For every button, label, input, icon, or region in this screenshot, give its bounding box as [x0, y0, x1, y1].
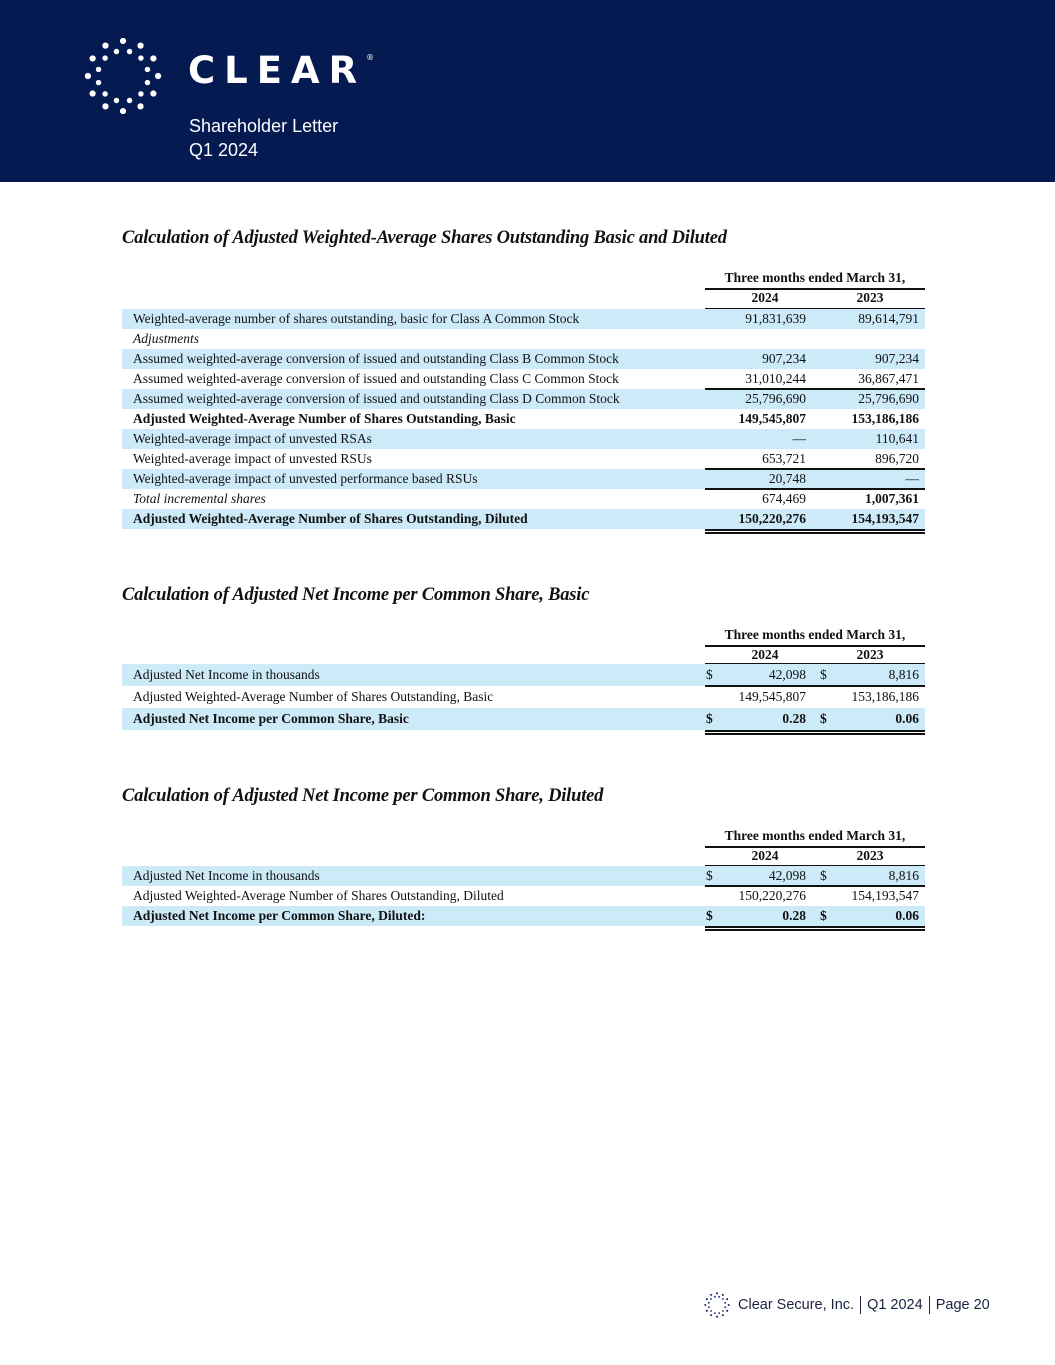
- logo-dot: [137, 43, 143, 49]
- currency-symbol: $: [706, 711, 713, 726]
- footer-company: Clear Secure, Inc.: [738, 1297, 855, 1313]
- logo-dot: [714, 1312, 716, 1314]
- logo-dot: [716, 1292, 718, 1294]
- document-title: Shareholder Letter: [189, 116, 339, 136]
- clear-logo-small-icon: [704, 1292, 730, 1318]
- table-row: [122, 686, 925, 708]
- registered-mark: ®: [366, 53, 375, 62]
- value-2024: 0.28: [782, 908, 806, 923]
- currency-symbol: $: [820, 667, 827, 682]
- logo-dot: [706, 1310, 708, 1312]
- table-row: [122, 886, 925, 906]
- logo-dot: [102, 55, 107, 60]
- value-2024: 42,098: [768, 868, 806, 883]
- value-2024: 31,010,244: [745, 371, 806, 386]
- logo-dot: [722, 1298, 724, 1300]
- table-row: [122, 349, 925, 369]
- value-2023: 0.06: [895, 908, 919, 923]
- footer-period: Q1 2024: [867, 1297, 923, 1313]
- logo-dot: [706, 1298, 708, 1300]
- logo-dot: [120, 108, 126, 114]
- row-label: Adjusted Weighted-Average Number of Shares Outstanding, Basic: [133, 411, 516, 426]
- table-row: [122, 708, 925, 730]
- table-row: [122, 409, 925, 429]
- table-row: [122, 389, 925, 409]
- table-row: [122, 309, 925, 329]
- clear-logo-icon: [84, 38, 162, 114]
- logo-dot: [714, 1296, 716, 1298]
- row-label: Adjusted Weighted-Average Number of Shares Outstanding, Diluted: [133, 511, 528, 526]
- section-title-basic-eps: Calculation of Adjusted Net Income per Common Share, Basic: [122, 585, 590, 605]
- subtotal-rule: [705, 685, 925, 687]
- currency-symbol: $: [706, 908, 713, 923]
- value-2023: 110,641: [875, 431, 919, 446]
- footer-divider: [860, 1296, 861, 1314]
- table-row: [122, 866, 925, 886]
- logo-dot: [728, 1304, 730, 1306]
- brand-wordmark: [188, 49, 375, 92]
- value-2023: 25,796,690: [858, 391, 919, 406]
- currency-symbol: $: [820, 711, 827, 726]
- logo-dot: [138, 91, 143, 96]
- currency-symbol: $: [820, 908, 827, 923]
- table-row: [122, 429, 925, 449]
- value-2024: 653,721: [762, 451, 806, 466]
- footer-divider: [929, 1296, 930, 1314]
- logo-dot: [710, 1294, 712, 1296]
- row-label: Adjustments: [133, 331, 199, 346]
- value-2024: 25,796,690: [745, 391, 806, 406]
- logo-dot: [145, 80, 150, 85]
- brand-name: CLEAR: [188, 49, 367, 92]
- value-2024: 150,220,276: [738, 511, 806, 526]
- page-header: [0, 0, 1055, 182]
- logo-dot: [710, 1310, 712, 1312]
- row-label: Assumed weighted-average conversion of issued and outstanding Class D Common Stock: [133, 391, 620, 406]
- value-2024: 674,469: [762, 491, 806, 506]
- value-2024: 149,545,807: [738, 411, 806, 426]
- logo-dot: [96, 67, 101, 72]
- period-header: Three months ended March 31,: [705, 270, 925, 290]
- row-label: Weighted-average impact of unvested RSAs: [133, 431, 372, 446]
- table-row: [122, 489, 925, 509]
- logo-dot: [722, 1314, 724, 1316]
- column-header-2024: 2024: [751, 848, 779, 863]
- row-label: Weighted-average impact of unvested performance based RSUs: [133, 471, 478, 486]
- value-2024: 907,234: [762, 351, 806, 366]
- table-row: [122, 469, 925, 489]
- row-label: Adjusted Net Income in thousands: [133, 667, 320, 682]
- total-double-rule: [705, 733, 925, 735]
- table-row: [122, 329, 925, 349]
- logo-dot: [102, 103, 108, 109]
- value-2024: 20,748: [768, 471, 806, 486]
- document-period: Q1 2024: [189, 140, 259, 160]
- row-label: Assumed weighted-average conversion of issued and outstanding Class B Common Stock: [133, 351, 619, 366]
- footer-page-number: Page 20: [935, 1297, 990, 1313]
- section-title-diluted-eps: Calculation of Adjusted Net Income per Common Share, Diluted: [122, 786, 604, 806]
- logo-dot: [114, 98, 119, 103]
- logo-dot: [722, 1294, 724, 1296]
- logo-dot: [138, 55, 143, 60]
- logo-dot: [114, 49, 119, 54]
- logo-dot: [150, 55, 156, 61]
- value-2023: 154,193,547: [851, 888, 919, 903]
- total-double-rule: [705, 926, 925, 928]
- logo-dot: [96, 80, 101, 85]
- logo-dot: [85, 73, 91, 79]
- total-double-rule: [705, 529, 925, 531]
- row-label: Total incremental shares: [133, 491, 266, 506]
- logo-dot: [718, 1312, 720, 1314]
- value-2023: 8,816: [888, 667, 919, 682]
- value-2023: 0.06: [895, 711, 919, 726]
- logo-dot: [90, 90, 96, 96]
- currency-symbol: $: [706, 667, 713, 682]
- value-2023: 154,193,547: [851, 511, 919, 526]
- logo-dot: [708, 1306, 710, 1308]
- row-label: Weighted-average number of shares outstanding, basic for Class A Common Stock: [133, 311, 580, 326]
- value-2023: 89,614,791: [858, 311, 919, 326]
- value-2023: 8,816: [888, 868, 919, 883]
- logo-dot: [724, 1302, 726, 1304]
- logo-dot: [726, 1298, 728, 1300]
- value-2023: 153,186,186: [851, 689, 919, 704]
- subtotal-rule: [705, 488, 925, 490]
- logo-dot: [704, 1304, 706, 1306]
- column-header-2023: 2023: [856, 647, 884, 662]
- logo-dot: [127, 49, 132, 54]
- row-label: Adjusted Net Income per Common Share, Basic: [133, 711, 409, 726]
- subtotal-rule: [705, 388, 925, 390]
- table-row: [122, 664, 925, 686]
- value-2023: 36,867,471: [858, 371, 919, 386]
- row-label: Adjusted Weighted-Average Number of Shares Outstanding, Basic: [133, 689, 494, 704]
- value-2024: 150,220,276: [738, 888, 806, 903]
- logo-dot: [708, 1302, 710, 1304]
- period-header: Three months ended March 31,: [705, 828, 925, 848]
- logo-dot: [102, 91, 107, 96]
- table-row: [122, 369, 925, 389]
- total-double-rule: [705, 929, 925, 931]
- total-double-rule: [705, 532, 925, 534]
- column-header-2024: 2024: [751, 290, 779, 305]
- logo-dot: [716, 1316, 718, 1318]
- logo-dot: [90, 55, 96, 61]
- total-double-rule: [705, 730, 925, 732]
- section-title-shares: Calculation of Adjusted Weighted-Average Shares Outstanding Basic and Diluted: [122, 228, 727, 248]
- logo-dot: [155, 73, 161, 79]
- logo-dot: [718, 1296, 720, 1298]
- logo-dot: [710, 1298, 712, 1300]
- value-2024: 91,831,639: [745, 311, 806, 326]
- logo-dot: [710, 1314, 712, 1316]
- row-label: Weighted-average impact of unvested RSUs: [133, 451, 372, 466]
- value-2023: 896,720: [875, 451, 919, 466]
- subtotal-rule: [705, 468, 925, 470]
- column-header-2023: 2023: [856, 848, 884, 863]
- logo-dot: [102, 43, 108, 49]
- logo-dot: [137, 103, 143, 109]
- logo-dot: [726, 1310, 728, 1312]
- column-header-2024: 2024: [751, 647, 779, 662]
- logo-dot: [127, 98, 132, 103]
- logo-dot: [722, 1310, 724, 1312]
- value-2024: 0.28: [782, 711, 806, 726]
- value-2023: 907,234: [875, 351, 919, 366]
- table-row: [122, 509, 925, 529]
- page-footer: [704, 1292, 990, 1318]
- value-2023: 153,186,186: [851, 411, 919, 426]
- currency-symbol: $: [820, 868, 827, 883]
- value-2023: —: [905, 471, 919, 486]
- row-label: Assumed weighted-average conversion of issued and outstanding Class C Common Stock: [133, 371, 619, 386]
- period-header: Three months ended March 31,: [705, 627, 925, 647]
- value-2024: —: [792, 431, 806, 446]
- subtotal-rule: [705, 885, 925, 887]
- table-row: [122, 906, 925, 926]
- value-2024: 42,098: [768, 667, 806, 682]
- row-label: Adjusted Weighted-Average Number of Shares Outstanding, Diluted: [133, 888, 504, 903]
- value-2023: 1,007,361: [865, 491, 919, 506]
- logo-dot: [150, 90, 156, 96]
- value-2024: 149,545,807: [738, 689, 806, 704]
- row-label: Adjusted Net Income per Common Share, Diluted:: [133, 908, 426, 923]
- logo-dot: [724, 1306, 726, 1308]
- logo-dot: [145, 67, 150, 72]
- logo-dot: [120, 38, 126, 44]
- column-header-2023: 2023: [856, 290, 884, 305]
- row-label: Adjusted Net Income in thousands: [133, 868, 320, 883]
- table-row: [122, 449, 925, 469]
- currency-symbol: $: [706, 868, 713, 883]
